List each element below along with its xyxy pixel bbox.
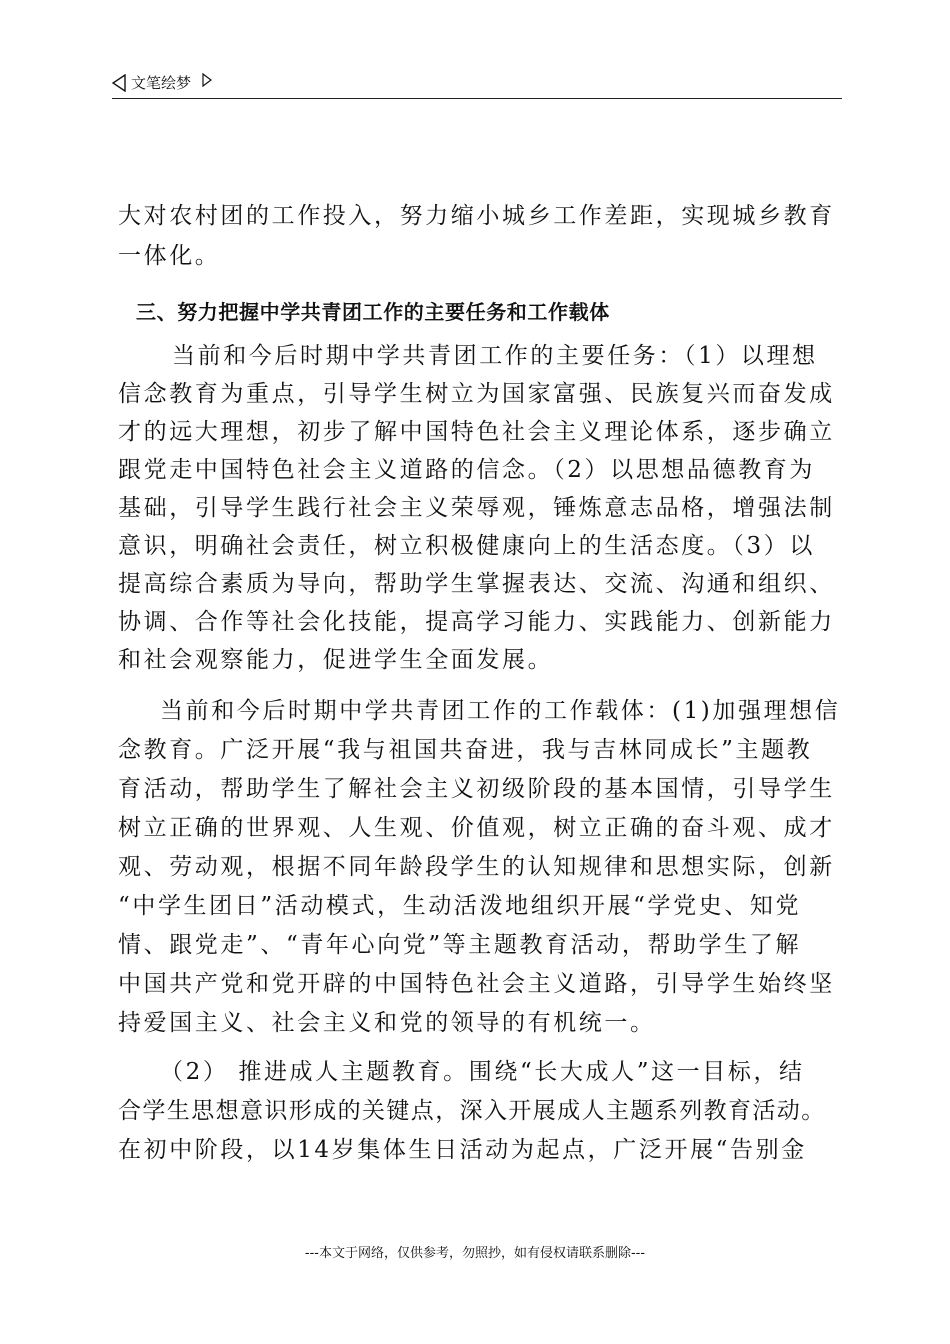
text-line: 基础，引导学生践行社会主义荣辱观，锤炼意志品格，增强法制: [118, 495, 835, 521]
text-line: 持爱国主义、社会主义和党的领导的有机统一。: [118, 1010, 656, 1036]
text-line: 大对农村团的工作投入，努力缩小城乡工作差距，实现城乡教育: [118, 203, 835, 229]
header-title: 文笔绘梦: [131, 74, 192, 92]
text-line: 跟党走中国特色社会主义道路的信念。（2）以思想品德教育为: [118, 457, 815, 483]
text-line: （2） 推进成人主题教育。围绕“长大成人”这一目标，结: [160, 1059, 805, 1085]
text-line: 一体化。: [118, 243, 221, 269]
text-line: 提高综合素质为导向，帮助学生掌握表达、交流、沟通和组织、: [118, 571, 835, 597]
text-line: 观、劳动观，根据不同年龄段学生的认知规律和思想实际，创新: [118, 854, 835, 880]
text-line: 和社会观察能力，促进学生全面发展。: [118, 647, 554, 673]
text-line: 当前和今后时期中学共青团工作的工作载体：(1)加强理想信: [160, 698, 841, 724]
text-line: 念教育。广泛开展“我与祖国共奋进，我与吉林同成长”主题教: [118, 737, 813, 763]
text-line: 树立正确的世界观、人生观、价值观，树立正确的奋斗观、成才: [118, 815, 835, 841]
text-line: 才的远大理想，初步了解中国特色社会主义理论体系，逐步确立: [118, 419, 835, 445]
text-line: 当前和今后时期中学共青团工作的主要任务：（1）以理想: [172, 343, 818, 369]
text-line: 合学生思想意识形成的关键点，深入开展成人主题系列教育活动。: [118, 1098, 826, 1124]
text-line: “中学生团日”活动模式，生动活泼地组织开展“学党史、知党: [118, 893, 802, 919]
text-line: 育活动，帮助学生了解社会主义初级阶段的基本国情，引导学生: [118, 776, 835, 802]
text-line: 信念教育为重点，引导学生树立为国家富强、民族复兴而奋发成: [118, 381, 835, 407]
section-heading: 三、努力把握中学共青团工作的主要任务和工作载体: [136, 300, 610, 324]
footer-disclaimer: ---本文于网络，仅供参考，勿照抄，如有侵权请联系删除---: [304, 1246, 646, 1261]
triangle-left-icon: [112, 74, 126, 92]
page-header: [112, 70, 842, 99]
text-line: 协调、合作等社会化技能，提高学习能力、实践能力、创新能力: [118, 609, 835, 635]
text-line: 情、跟党走”、“青年心向党”等主题教育活动，帮助学生了解: [118, 932, 802, 958]
text-line: 在初中阶段，以14岁集体生日活动为起点，广泛开展“告别金: [118, 1137, 807, 1163]
triangle-right-icon: [202, 73, 212, 87]
text-line: 意识，明确社会责任，树立积极健康向上的生活态度。（3）以: [118, 533, 815, 559]
text-line: 中国共产党和党开辟的中国特色社会主义道路，引导学生始终坚: [118, 971, 835, 997]
